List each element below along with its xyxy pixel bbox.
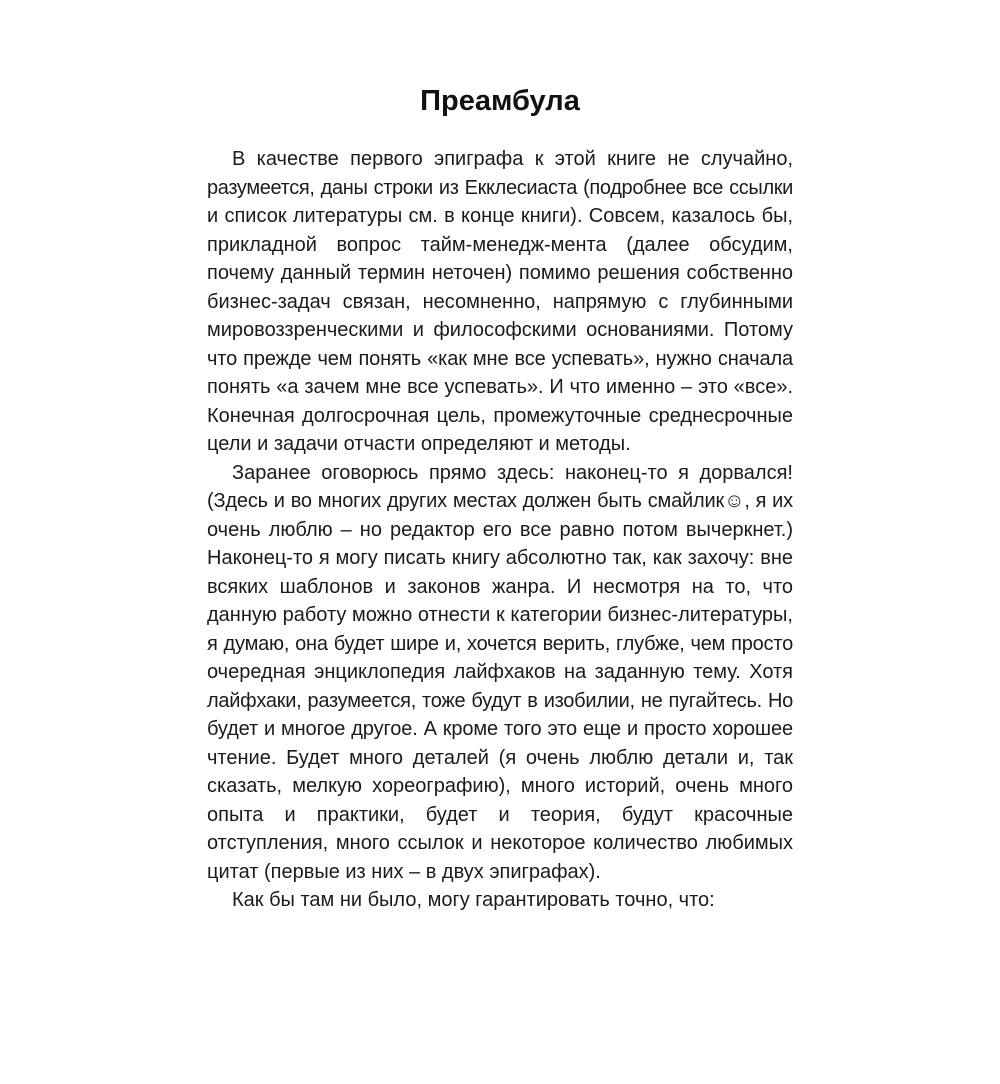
text-line: что прежде чем понять «как мне все успевать», нужно сначала: [207, 347, 793, 370]
text-line: будет и многое другое. А кроме того это еще и просто хорошее: [207, 718, 793, 740]
text-line: Как бы там ни было, могу гарантировать точно, что:: [232, 889, 715, 911]
text-line: сказать, мелкую хореографию), много историй, очень много: [207, 775, 793, 797]
text-line: В качестве первого эпиграфа к этой книге не случайно,: [232, 148, 793, 170]
text-line: очень люблю – но редактор его все равно потом вычеркнет.): [207, 518, 793, 541]
text-line: почему данный термин неточен) помимо решения собственно: [207, 262, 793, 284]
paragraph: [207, 886, 793, 915]
paragraph: [207, 145, 793, 459]
text-line: отступления, много ссылок и некоторое количество любимых: [207, 832, 793, 854]
text-line: очередная энциклопедия лайфхаков на заданную тему. Хотя: [207, 661, 793, 683]
text-line: я думаю, она будет шире и, хочется верить, глубже, чем просто: [207, 632, 793, 655]
page: [0, 84, 1000, 1084]
text-line: мировоззренческими и философскими основаниями. Потому: [207, 319, 793, 341]
text-line: бизнес-задач связан, несомненно, напрямую с глубинными: [207, 290, 793, 313]
text-line: цитат (первые из них – в двух эпиграфах).: [207, 860, 601, 883]
text-line: Наконец-то я могу писать книгу абсолютно так, как захочу: вне: [207, 547, 793, 569]
text-line: понять «а зачем мне все успевать». И что именно – это «все».: [207, 376, 793, 398]
text-line: лайфхаки, разумеется, тоже будут в изобилии, не пугайтесь. Но: [207, 689, 793, 712]
text-block: [207, 145, 793, 915]
text-line: цели и задачи отчасти определяют и методы.: [207, 433, 631, 455]
book-page: [0, 84, 1000, 1084]
text-line: разумеется, даны строки из Екклесиаста (подробнее все ссылки: [207, 176, 793, 199]
text-line: прикладной вопрос тайм-менедж-мента (далее обсудим,: [207, 233, 793, 256]
text-line: и список литературы см. в конце книги). Совсем, казалось бы,: [207, 205, 793, 227]
text-line: (Здесь и во многих других местах должен быть смайлик☺, я их: [207, 490, 793, 512]
text-line: чтение. Будет много деталей (я очень люблю детали и, так: [207, 746, 793, 769]
text-line: опыта и практики, будет и теория, будут красочные: [207, 803, 793, 826]
text-line: Заранее оговорюсь прямо здесь: наконец-то я дорвался!: [232, 461, 793, 484]
text-line: Конечная долгосрочная цель, промежуточные среднесрочные: [207, 404, 793, 427]
text-line: всяких шаблонов и законов жанра. И несмотря на то, что: [207, 575, 793, 598]
paragraph: [207, 459, 793, 887]
chapter-title: Преамбула: [420, 85, 580, 117]
text-line: данную работу можно отнести к категории бизнес-литературы,: [207, 604, 793, 626]
